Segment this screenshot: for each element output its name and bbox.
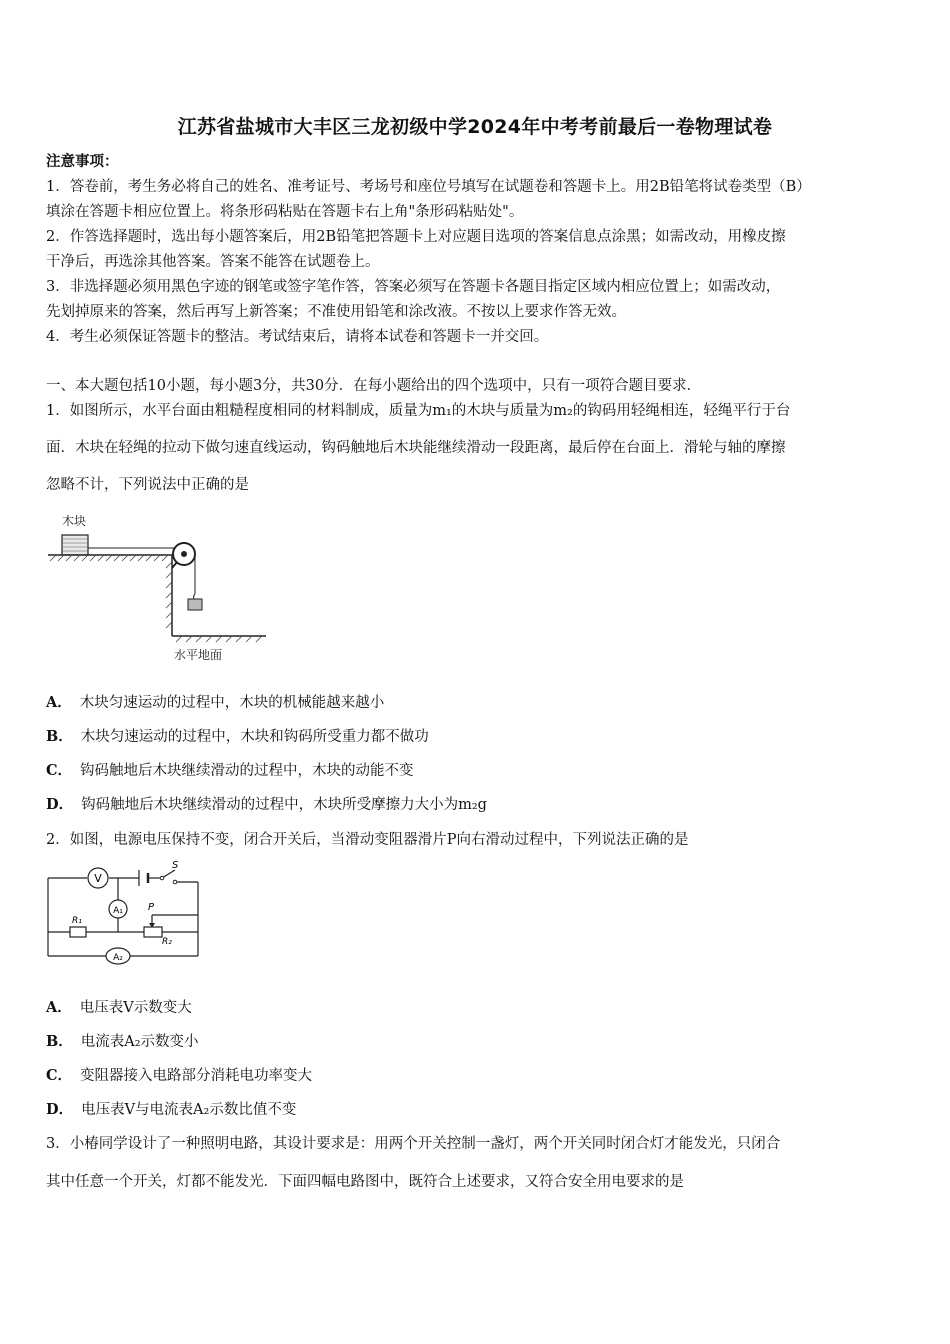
wooden-block [62, 535, 88, 555]
table-hatching [50, 555, 168, 561]
option-label: C． [46, 1067, 73, 1084]
question-1-text: 面．木块在轻绳的拉动下做匀速直线运动，钩码触地后木块能继续滑动一段距离，最后停在台面上．滑轮与轴的摩擦 [46, 440, 786, 456]
notice-line: 填涂在答题卡相应位置上。将条形码粘贴在答题卡右上角"条形码粘贴处"。 [46, 204, 524, 220]
option-text: 变阻器接入电路部分消耗电功率变大 [80, 1068, 313, 1084]
option-text: 电压表V与电流表A₂示数比值不变 [81, 1102, 297, 1118]
q2-option-d[interactable] [46, 1100, 296, 1120]
notice-heading: 注意事项： [46, 153, 119, 170]
ammeter-a1-label: A₁ [113, 906, 123, 916]
block-label: 木块 [62, 514, 87, 528]
switch-label: S [172, 860, 179, 871]
ground-label: 水平地面 [174, 648, 223, 662]
section-heading: 一、本大题包括10小题，每小题3分，共30分．在每小题给出的四个选项中，只有一项符合题目要求． [46, 378, 702, 394]
resistor-r2 [144, 927, 162, 937]
slider-p-label: P [148, 902, 155, 913]
voltmeter-label: V [94, 872, 102, 885]
resistor-r2-label: R₂ [162, 937, 172, 947]
notice-line: 先划掉原来的答案，然后再写上新答案；不准使用铅笔和涂改液。不按以上要求作答无效。 [46, 304, 626, 320]
option-text: 木块匀速运动的过程中，木块的机械能越来越小 [79, 695, 385, 711]
notice-line: 3．非选择题必须用黑色字迹的钢笔或签字笔作答，答案必须写在答题卡各题目指定区域内相应位置上；如需改动， [46, 279, 781, 295]
option-label: D． [46, 796, 74, 813]
option-label: A． [46, 694, 72, 711]
question-3-text: 3．小椿同学设计了一种照明电路，其设计要求是：用两个开关控制一盏灯，两个开关同时闭合灯才能发光，只闭合 [46, 1136, 781, 1152]
notice-line: 2．作答选择题时，选出每小题答案后，用2B铅笔把答题卡上对应题目选项的答案信息点涂黑；如需改动，用橡皮擦 [46, 229, 786, 245]
question-3-text: 其中任意一个开关，灯都不能发光．下面四幅电路图中，既符合上述要求，又符合安全用电要求的是 [46, 1174, 684, 1190]
notice-line: 1．答卷前，考生务必将自己的姓名、准考证号、考场号和座位号填写在试题卷和答题卡上。用2B铅笔将试卷类型（B） [46, 179, 811, 195]
q1-option-b[interactable] [46, 727, 429, 747]
option-label: B． [46, 1033, 73, 1050]
q1-option-d[interactable] [46, 795, 487, 815]
option-text: 钩码触地后木块继续滑动的过程中，木块所受摩擦力大小为m₂g [81, 797, 487, 813]
option-text: 钩码触地后木块继续滑动的过程中，木块的动能不变 [80, 763, 414, 779]
q1-option-c[interactable] [46, 761, 414, 781]
page-title: 江苏省盐城市大丰区三龙初级中学2024年中考考前最后一卷物理试卷 [177, 116, 773, 138]
option-text: 电压表V示数变大 [79, 1000, 192, 1016]
q2-option-a[interactable] [46, 998, 192, 1018]
option-label: B． [46, 728, 73, 745]
ammeter-a2-label: A₂ [113, 953, 123, 963]
option-text: 电流表A₂示数变小 [80, 1034, 199, 1050]
question-2-text: 2．如图，电源电压保持不变，闭合开关后，当滑动变阻器滑片P向右滑动过程中，下列说法正确的是 [46, 832, 689, 848]
notice-line: 4．考生必须保证答题卡的整洁。考试结束后，请将本试卷和答题卡一并交回。 [46, 329, 549, 345]
option-label: C． [46, 762, 73, 779]
question-1-text: 1．如图所示，水平台面由粗糙程度相同的材料制成，质量为m₁的木块与质量为m₂的钩码用轻绳相连，轻绳平行于台 [46, 403, 791, 419]
q2-option-c[interactable] [46, 1066, 312, 1086]
option-text: 木块匀速运动的过程中，木块和钩码所受重力都不做功 [80, 729, 429, 745]
hook-weight [188, 599, 202, 610]
q1-option-a[interactable] [46, 693, 384, 713]
notice-line: 干净后，再选涂其他答案。答案不能答在试题卷上。 [46, 254, 380, 270]
circuit-diagram [44, 860, 204, 970]
pulley-diagram [44, 508, 274, 668]
option-label: D． [46, 1101, 74, 1118]
question-1-text: 忽略不计，下列说法中正确的是 [46, 477, 249, 493]
resistor-r1-label: R₁ [72, 916, 82, 926]
option-label: A． [46, 999, 72, 1016]
resistor-r1 [70, 927, 86, 937]
q2-option-b[interactable] [46, 1032, 199, 1052]
